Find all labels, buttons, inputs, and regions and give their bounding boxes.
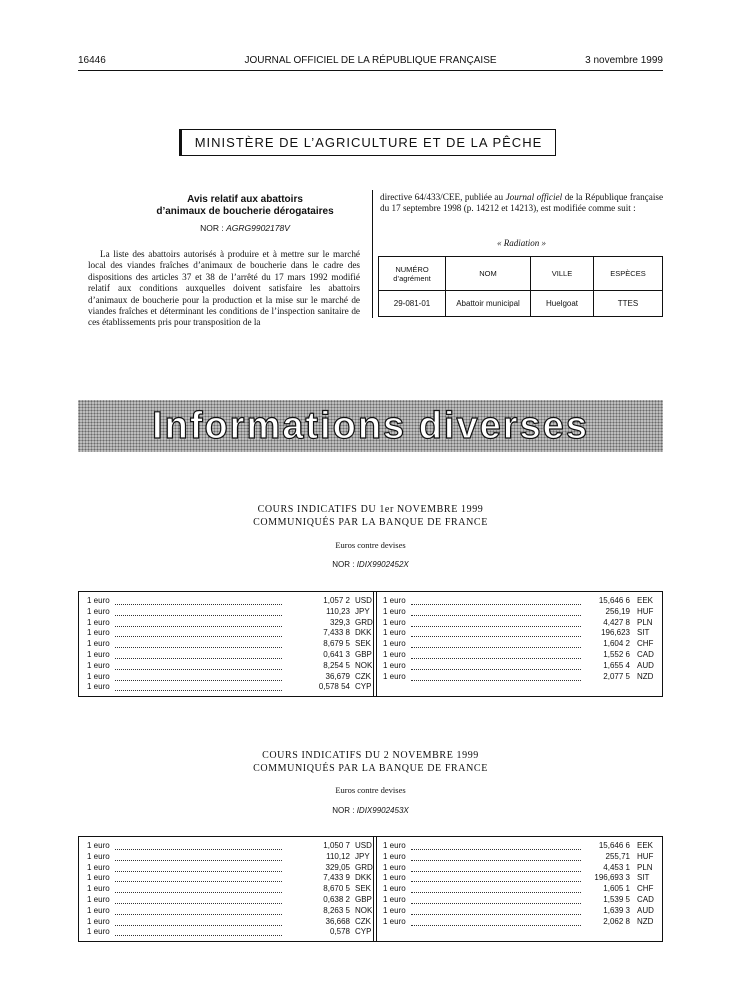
leader-dots — [411, 615, 581, 616]
rate-value: 1,552 6 — [603, 649, 630, 659]
notice-title — [120, 194, 370, 234]
rate-label: 1 euro — [87, 873, 110, 883]
rate-value: 0,578 54 — [318, 682, 350, 692]
leader-dots — [411, 903, 581, 904]
rate-value: 0,638 2 — [323, 894, 350, 904]
cours1-title — [78, 503, 663, 529]
leader-dots — [411, 892, 581, 893]
cours1-subtitle: Euros contre devises — [335, 540, 406, 550]
rate-value: 15,646 6 — [598, 596, 630, 605]
rate-label: 1 euro — [87, 905, 110, 915]
leader-dots — [411, 914, 581, 915]
rate-currency: SIT — [637, 628, 650, 638]
rate-row — [87, 884, 372, 895]
rate-row — [87, 628, 372, 639]
rate-row — [87, 852, 372, 863]
rate-label: 1 euro — [383, 916, 406, 926]
rate-value: 7,433 8 — [323, 628, 350, 638]
leader-dots — [411, 626, 581, 627]
rate-row — [87, 863, 372, 874]
notice-title-line2: d’animaux de boucherie dérogataires — [156, 206, 334, 217]
leader-dots — [411, 871, 581, 872]
rate-currency: HUF — [637, 606, 654, 616]
leader-dots — [115, 881, 282, 882]
column-divider — [372, 190, 373, 318]
rate-currency: DKK — [355, 873, 372, 883]
leader-dots — [115, 680, 282, 681]
notice-title-line1: Avis relatif aux abattoirs — [187, 194, 303, 205]
rate-row — [383, 873, 658, 884]
notice-nor: NOR : AGRG9902178V — [200, 223, 290, 233]
cours2-right-column — [383, 841, 658, 927]
cours2-divider-inner — [376, 837, 377, 941]
rate-currency: CHF — [637, 639, 654, 649]
rate-label: 1 euro — [87, 884, 110, 894]
rate-label: 1 euro — [383, 873, 406, 883]
rate-label: 1 euro — [87, 628, 110, 638]
rate-label: 1 euro — [383, 628, 406, 638]
cours1-divider — [373, 592, 374, 696]
rate-label: 1 euro — [383, 905, 406, 915]
leader-dots — [115, 871, 282, 872]
rate-row — [87, 906, 372, 917]
rate-value: 15,646 6 — [598, 841, 630, 850]
rate-currency: NOK — [355, 660, 373, 670]
leader-dots — [411, 881, 581, 882]
rate-value: 1,604 2 — [603, 639, 630, 649]
cell-especes: TTES — [594, 291, 663, 317]
rate-value: 1,605 1 — [603, 884, 630, 894]
rate-currency: EEK — [637, 841, 654, 850]
rate-label: 1 euro — [383, 660, 406, 670]
rate-currency: PLN — [637, 862, 653, 872]
rate-row — [383, 906, 658, 917]
leader-dots — [411, 860, 581, 861]
rate-label: 1 euro — [87, 841, 110, 850]
leader-dots — [115, 903, 282, 904]
rate-value: 329,05 — [325, 862, 350, 872]
rate-label: 1 euro — [383, 884, 406, 894]
rate-value: 8,679 5 — [323, 639, 350, 649]
rate-currency: SEK — [355, 639, 372, 649]
rate-label: 1 euro — [87, 649, 110, 659]
rate-row — [87, 841, 372, 852]
rate-label: 1 euro — [87, 606, 110, 616]
rate-row — [383, 917, 658, 928]
rate-value: 1,050 7 — [323, 841, 350, 850]
cours2-nor-code: IDIX9902453X — [356, 806, 409, 815]
rate-row — [87, 895, 372, 906]
rate-row — [383, 607, 658, 618]
rate-row — [87, 682, 372, 693]
leader-dots — [115, 636, 282, 637]
rate-row — [383, 863, 658, 874]
rate-currency: USD — [355, 841, 372, 850]
rate-value: 256,19 — [605, 606, 630, 616]
rate-value: 1,655 4 — [603, 660, 630, 670]
rate-value: 255,71 — [605, 851, 630, 861]
page-number: 16446 — [78, 55, 106, 66]
rate-row — [383, 895, 658, 906]
rate-currency: GRD — [355, 862, 373, 872]
rate-currency: GRD — [355, 617, 373, 627]
ministry-heading: MINISTÈRE DE L’AGRICULTURE ET DE LA PÊCHE — [179, 129, 556, 156]
rate-currency: NZD — [637, 671, 654, 681]
rate-row — [383, 884, 658, 895]
issue-date: 3 novembre 1999 — [585, 55, 663, 66]
cours2-title — [78, 749, 663, 775]
cours1-divider-inner — [376, 592, 377, 696]
rate-value: 0,578 — [329, 927, 350, 937]
rate-currency: GBP — [355, 649, 372, 659]
rate-currency: CHF — [637, 884, 654, 894]
leader-dots — [115, 935, 282, 936]
rate-label: 1 euro — [87, 927, 110, 937]
leader-dots — [411, 849, 581, 850]
rate-row — [383, 672, 658, 683]
rate-label: 1 euro — [383, 617, 406, 627]
rate-currency: SEK — [355, 884, 372, 894]
leader-dots — [115, 647, 282, 648]
rate-row — [87, 661, 372, 672]
rate-row — [383, 650, 658, 661]
rate-currency: CAD — [637, 649, 654, 659]
section-banner-title: Informations diverses — [152, 404, 589, 447]
cours1-nor-code: IDIX9902452X — [356, 560, 409, 569]
cours2-rates-table — [78, 836, 663, 942]
rate-label: 1 euro — [383, 639, 406, 649]
rate-value: 36,679 — [325, 671, 350, 681]
rate-label: 1 euro — [383, 851, 406, 861]
leader-dots — [411, 669, 581, 670]
rate-label: 1 euro — [87, 671, 110, 681]
col-header-nom: NOM — [446, 257, 531, 291]
rate-row — [383, 618, 658, 629]
rate-label: 1 euro — [383, 862, 406, 872]
cours2-title-line1: COURS INDICATIFS DU 2 NOVEMBRE 1999 — [262, 750, 479, 761]
cell-nom: Abattoir municipal — [446, 291, 531, 317]
rate-row — [87, 639, 372, 650]
rate-currency: CYP — [355, 927, 372, 937]
rate-row — [87, 873, 372, 884]
cell-ville: Huelgoat — [531, 291, 594, 317]
rate-value: 4,453 1 — [603, 862, 630, 872]
rate-value: 1,057 2 — [323, 596, 350, 605]
leader-dots — [115, 914, 282, 915]
leader-dots — [115, 849, 282, 850]
leader-dots — [411, 925, 581, 926]
leader-dots — [411, 636, 581, 637]
leader-dots — [411, 658, 581, 659]
rate-value: 2,077 5 — [603, 671, 630, 681]
rate-value: 1,539 5 — [603, 894, 630, 904]
rate-value: 7,433 9 — [323, 873, 350, 883]
col-header-especes: ESPÈCES — [594, 257, 663, 291]
journal-officiel-ref: Journal officiel — [505, 192, 563, 202]
rate-row — [383, 596, 658, 607]
cours1-left-column — [87, 596, 372, 693]
col-header-numero: NUMÉRO d’agrément — [379, 257, 446, 291]
rate-row — [383, 661, 658, 672]
notice-nor-code: AGRG9902178V — [226, 223, 290, 233]
rate-label: 1 euro — [383, 606, 406, 616]
rate-currency: DKK — [355, 628, 372, 638]
leader-dots — [115, 669, 282, 670]
rate-label: 1 euro — [87, 639, 110, 649]
rate-label: 1 euro — [87, 596, 110, 605]
rate-value: 8,263 5 — [323, 905, 350, 915]
rate-row — [383, 639, 658, 650]
rate-row — [87, 927, 372, 938]
cours2-title-line2: COMMUNIQUÉS PAR LA BANQUE DE FRANCE — [253, 763, 488, 774]
rate-currency: EEK — [637, 596, 654, 605]
rate-label: 1 euro — [87, 894, 110, 904]
header-rule — [78, 70, 663, 71]
rate-value: 196,693 3 — [594, 873, 630, 883]
rate-value: 0,641 3 — [323, 649, 350, 659]
rate-currency: CZK — [355, 671, 371, 681]
rate-label: 1 euro — [87, 851, 110, 861]
rate-row — [87, 917, 372, 928]
rate-currency: JPY — [355, 851, 370, 861]
leader-dots — [115, 626, 282, 627]
leader-dots — [411, 604, 581, 605]
col-header-ville: VILLE — [531, 257, 594, 291]
rate-row — [383, 852, 658, 863]
rate-value: 196,623 — [601, 628, 630, 638]
rate-row — [87, 596, 372, 607]
rate-value: 8,254 5 — [323, 660, 350, 670]
cours2-subtitle: Euros contre devises — [335, 785, 406, 795]
rate-value: 329,3 — [329, 617, 350, 627]
rate-row — [87, 618, 372, 629]
cours2-nor: NOR : IDIX9902453X — [332, 806, 409, 815]
rate-currency: CYP — [355, 682, 372, 692]
rate-value: 110,12 — [326, 851, 350, 861]
rate-value: 8,670 5 — [323, 884, 350, 894]
rate-label: 1 euro — [383, 596, 406, 605]
cours1-nor: NOR : IDIX9902452X — [332, 560, 409, 569]
rate-value: 1,639 3 — [603, 905, 630, 915]
rate-row — [383, 841, 658, 852]
rate-currency: CAD — [637, 894, 654, 904]
rate-label: 1 euro — [87, 862, 110, 872]
rate-currency: SIT — [637, 873, 650, 883]
rate-value: 110,23 — [326, 606, 350, 616]
rate-row — [383, 628, 658, 639]
cell-numero: 29-081-01 — [379, 291, 446, 317]
cours2-left-column — [87, 841, 372, 938]
notice-continuation: directive 64/433/CEE, publiée au Journal officiel de la République française du 17 septembre 1998 (p. 14212 et 14213), est modifiée comme suit : — [380, 192, 664, 214]
rate-currency: GBP — [355, 894, 372, 904]
rate-currency: AUD — [637, 905, 654, 915]
leader-dots — [411, 647, 581, 648]
rate-value: 2,062 8 — [603, 916, 630, 926]
leader-dots — [411, 680, 581, 681]
rate-currency: CZK — [355, 916, 371, 926]
rate-label: 1 euro — [87, 617, 110, 627]
rate-label: 1 euro — [383, 649, 406, 659]
rate-label: 1 euro — [383, 671, 406, 681]
radiation-label: « Radiation » — [497, 238, 546, 248]
rate-row — [87, 650, 372, 661]
journal-title: JOURNAL OFFICIEL DE LA RÉPUBLIQUE FRANÇAISE — [244, 55, 497, 66]
rate-currency: JPY — [355, 606, 370, 616]
abattoir-table — [378, 256, 663, 317]
rate-label: 1 euro — [87, 916, 110, 926]
rate-currency: AUD — [637, 660, 654, 670]
rate-value: 4,427 8 — [603, 617, 630, 627]
leader-dots — [115, 604, 282, 605]
cours2-divider — [373, 837, 374, 941]
leader-dots — [115, 892, 282, 893]
cours1-title-line2: COMMUNIQUÉS PAR LA BANQUE DE FRANCE — [253, 517, 488, 528]
cours1-title-line1: COURS INDICATIFS DU 1er NOVEMBRE 1999 — [257, 504, 484, 515]
rate-currency: NOK — [355, 905, 373, 915]
rate-row — [87, 607, 372, 618]
rate-value: 36,668 — [325, 916, 350, 926]
rate-currency: PLN — [637, 617, 653, 627]
abattoir-table-header — [379, 257, 663, 291]
notice-body: La liste des abattoirs autorisés à produire et à mettre sur le marché local des viandes fraîches d’animaux de boucherie dans le cadre des dispositions des articles 37 et 38 de l’arrêté du 17 mars 1992 modifié relatif aux conditions auxquelles doivent satisfaire les abattoirs d’animaux de boucherie pour la production et la mise sur le marché de viandes fraîches et déterminant les conditions de l’inspection sanitaire de ces établissements pris pour transposition de la — [88, 249, 360, 328]
cours1-right-column — [383, 596, 658, 682]
cours1-rates-table — [78, 591, 663, 697]
rate-currency: NZD — [637, 916, 654, 926]
table-row — [379, 291, 663, 317]
leader-dots — [115, 690, 282, 691]
leader-dots — [115, 860, 282, 861]
rate-currency: HUF — [637, 851, 654, 861]
rate-label: 1 euro — [383, 894, 406, 904]
leader-dots — [115, 658, 282, 659]
rate-label: 1 euro — [87, 660, 110, 670]
rate-label: 1 euro — [87, 682, 110, 692]
leader-dots — [115, 615, 282, 616]
rate-label: 1 euro — [383, 841, 406, 850]
leader-dots — [115, 925, 282, 926]
rate-row — [87, 672, 372, 683]
rate-currency: USD — [355, 596, 372, 605]
